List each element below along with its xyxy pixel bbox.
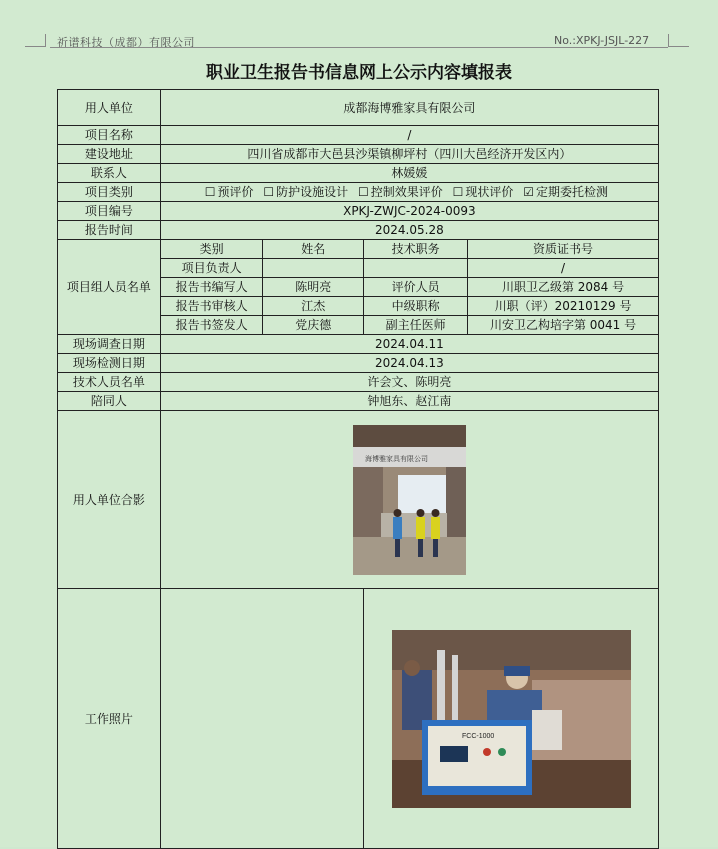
- employer-label: 用人单位: [58, 90, 161, 126]
- checkbox-status-eval[interactable]: [453, 185, 514, 199]
- page-title: 职业卫生报告书信息网上公示内容填报表: [206, 63, 512, 83]
- checkbox-pre-eval[interactable]: [205, 185, 254, 199]
- team-name[interactable]: [263, 259, 364, 278]
- escort-label: 陪同人: [58, 392, 161, 411]
- checkbox-icon: ☐: [452, 185, 464, 199]
- address-value[interactable]: 四川省成都市大邑县沙渠镇柳坪村（四川大邑经济开发区内）: [160, 145, 658, 164]
- checkbox-icon: ☐: [263, 185, 275, 199]
- team-title[interactable]: [364, 259, 468, 278]
- option-label: 防护设施设计: [276, 185, 349, 199]
- team-header-cert: 资质证书号: [468, 240, 659, 259]
- group-photo: [353, 425, 466, 575]
- test-date-value[interactable]: 2024.04.13: [160, 354, 658, 373]
- work-photo-label: 工作照片: [58, 589, 161, 849]
- team-name[interactable]: 党庆德: [263, 316, 364, 335]
- info-table: [57, 89, 659, 849]
- team-name[interactable]: 陈明亮: [263, 278, 364, 297]
- project-no-value[interactable]: XPKJ-ZWJC-2024-0093: [160, 202, 658, 221]
- group-photo-cell: [160, 411, 658, 589]
- team-cert[interactable]: /: [468, 259, 659, 278]
- report-time-value[interactable]: 2024.05.28: [160, 221, 658, 240]
- test-date-label: 现场检测日期: [58, 354, 161, 373]
- crop-mark-left: [25, 34, 46, 47]
- project-name-label: 项目名称: [58, 126, 161, 145]
- work-photo-empty-cell: [160, 589, 363, 849]
- checkbox-control-eval[interactable]: [358, 185, 443, 199]
- survey-date-value[interactable]: 2024.04.11: [160, 335, 658, 354]
- photo-sign-text: 海博雅家具有限公司: [364, 455, 428, 463]
- team-role: 报告书审核人: [160, 297, 263, 316]
- team-name[interactable]: 江杰: [263, 297, 364, 316]
- team-title[interactable]: 中级职称: [364, 297, 468, 316]
- header-company: 祈谱科技（成都）有限公司: [57, 36, 195, 49]
- team-role: 报告书签发人: [160, 316, 263, 335]
- team-header-name: 姓名: [263, 240, 364, 259]
- category-label: 项目类别: [58, 183, 161, 202]
- survey-date-label: 现场调查日期: [58, 335, 161, 354]
- work-photo-cell: [364, 589, 659, 849]
- tech-staff-label: 技术人员名单: [58, 373, 161, 392]
- checkbox-periodic-test[interactable]: [523, 185, 608, 199]
- header-rule: [50, 47, 668, 48]
- option-label: 定期委托检测: [535, 185, 608, 199]
- team-header-title: 技术职务: [364, 240, 468, 259]
- team-cert[interactable]: 川职（评）20210129 号: [468, 297, 659, 316]
- group-photo-label: 用人单位合影: [58, 411, 161, 589]
- contact-label: 联系人: [58, 164, 161, 183]
- report-time-label: 报告时间: [58, 221, 161, 240]
- checkbox-icon: ☑: [523, 185, 534, 199]
- team-cert[interactable]: 川职卫乙级第 2084 号: [468, 278, 659, 297]
- escort-value[interactable]: 钟旭东、赵江南: [160, 392, 658, 411]
- device-label-text: FCC-1000: [461, 732, 494, 740]
- tech-staff-value[interactable]: 许会文、陈明亮: [160, 373, 658, 392]
- crop-mark-right: [668, 34, 689, 47]
- team-header-role: 类别: [160, 240, 263, 259]
- header-doc-no: No.:XPKJ-JSJL-227: [554, 34, 650, 47]
- checkbox-icon: ☐: [357, 185, 369, 199]
- work-photo: [392, 630, 631, 808]
- team-role: 报告书编写人: [160, 278, 263, 297]
- team-label: 项目组人员名单: [58, 240, 161, 335]
- option-label: 预评价: [217, 185, 254, 199]
- project-no-label: 项目编号: [58, 202, 161, 221]
- option-label: 现状评价: [465, 185, 514, 199]
- team-cert[interactable]: 川安卫乙构培字第 0041 号: [468, 316, 659, 335]
- checkbox-icon: ☐: [204, 185, 216, 199]
- checkbox-protection-design[interactable]: [263, 185, 348, 199]
- project-name-value[interactable]: /: [160, 126, 658, 145]
- employer-value[interactable]: 成都海博雅家具有限公司: [160, 90, 658, 126]
- contact-value[interactable]: 林媛媛: [160, 164, 658, 183]
- address-label: 建设地址: [58, 145, 161, 164]
- option-label: 控制效果评价: [370, 185, 443, 199]
- category-options: [160, 183, 658, 202]
- team-role: 项目负责人: [160, 259, 263, 278]
- team-title[interactable]: 副主任医师: [364, 316, 468, 335]
- team-title[interactable]: 评价人员: [364, 278, 468, 297]
